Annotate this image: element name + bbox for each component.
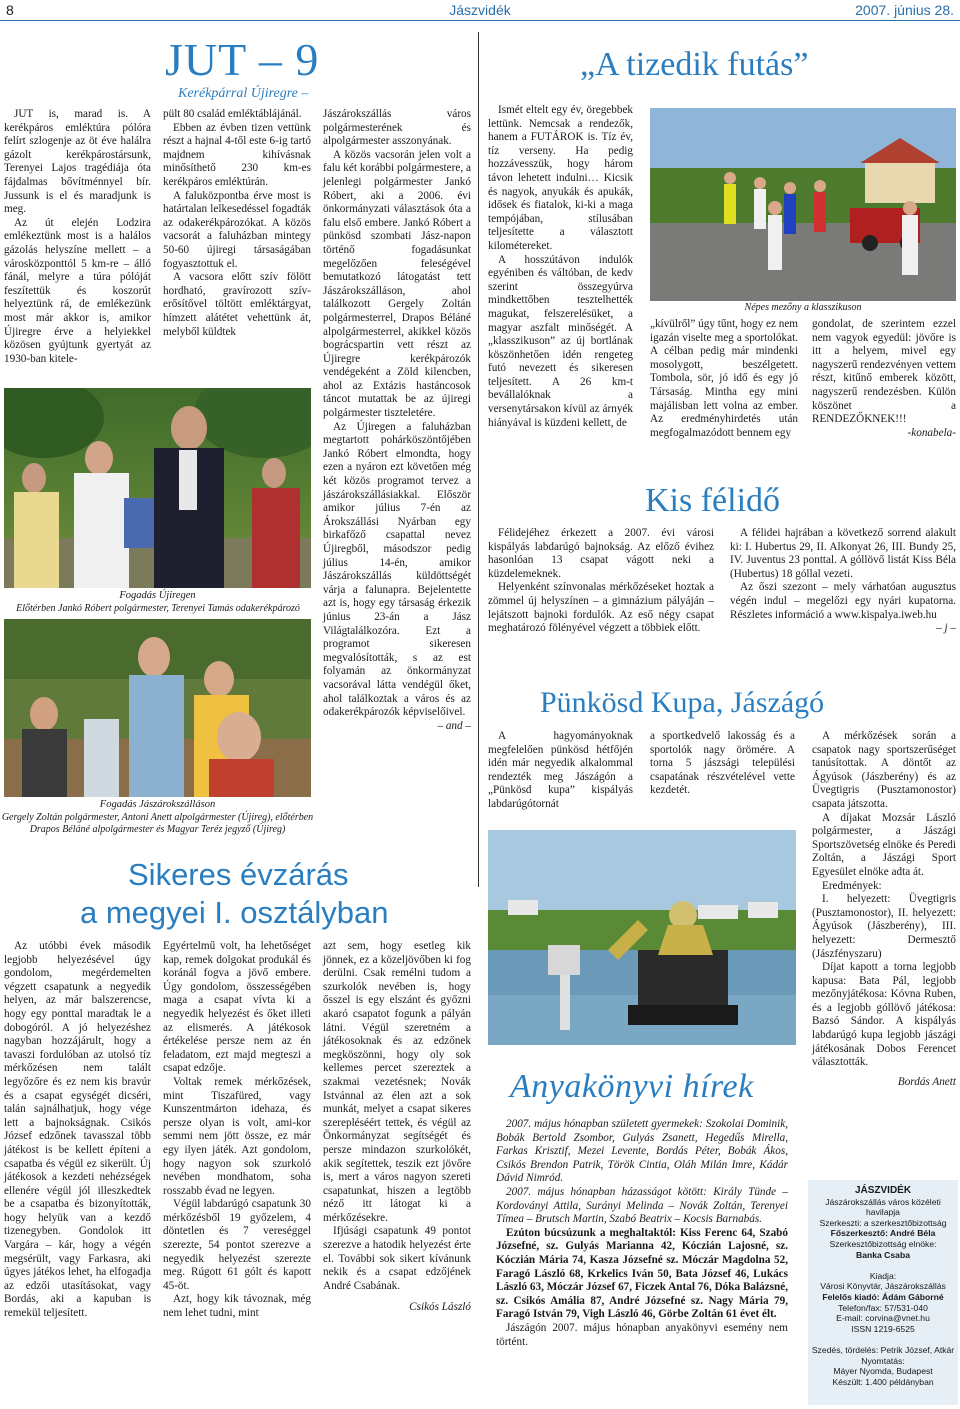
- tizedik-p2: A hosszútávon indulók egyéniben és váltóban, de kedv szerint összegyúrva mindkettőben tesztelhették magukat, felszerelésüket, a magyar aszfalt minőségét. A „klasszikuson” az új bortlának köszönhetően idén rengeteg futó nevezett és sikeresen teljesített. A 26 km-t bevállalóknak a versenytársakon kívül az árnyék hiányával is küzdeni kellett, de: [488, 253, 633, 429]
- kisfelido-col2: [730, 527, 956, 636]
- anyakonyv-marriages: 2007. május hónapban házasságot kötött: Király Tünde – Kordoványi Attila, Surányi Melinda – Novák Zoltán, Terenyei Tímea – Brutsch Martin, Szabó Beatrix – Kocsis Barnabás.: [496, 1185, 788, 1226]
- tizedik-p4: gondolat, de szerintem ezzel nem vagyok egyedül: jövőre is itt a helyem, mivel egy nagyszerű rendezvényen vettem részt, kitűnő emberek között, nagyszerű rendezésben. Külön köszönet a RENDEZŐKNEK!!!: [812, 318, 956, 426]
- jut9-col1-p2: Az út elején Lodzira emlékeztünk most is a halálos gázolás helyszíne mellett – a városközponttól 5 km-re – álló fánál, melyre a túra pólóját feszítettük és koszorút helyeztünk rá, de emlékezünk most már akkor is, amikor Újiregre érve a helyiekkel közösen gyújtunk gyertyát az 1930-ban kitele-: [4, 216, 151, 365]
- photo2-caption-title: Fogadás Jászárokszálláson: [99, 799, 216, 810]
- jut9-col3-p2: A közös vacsorán jelen volt a falu két korábbi polgármestere, a jelenlegi polgármester Jankó Róbert, aki a 2006. évi önkormányzati választások óta a falu első embere. Jankó Róbert a pünkösd szombati Jász-napon történő fogadásunkat megelőzően feleségével bemutatkozó látogatást tett Jászárokszálláson, ahol találkozott Gergely Zoltán polgármesterrel, Drapos Béláné alpolgármesterrel, akikkel közös bográcspartin vett részt az Újiregre kerékpározók vendégeként a Zöld kilencben, ahol az Extázis hastáncosok táncot mutattak be az újiregi polgármester tiszteletére.: [323, 148, 471, 420]
- jut9-col3-p3: Az Újiregen a faluházban megtartott pohárköszöntőjében Jankó Róbert elmondta, hogy ezen a nyáron ezt követően még két közös programot tervez a jászárokszállásiakkal. Először amikor július 7-én az Árokszállási Nyárban egy birkafőző csapattal nevez Újiregből, másodszor pedig július 14-én, amikor Jászárokszállás küldöttségét várja a falunapra. Bejelentette azt is, hogy egy társaság érkezik június 23-án a Jász Világtalálkozóra. Ezt a programot sikeresen megvalósították, s az est folyamán az önkormányzat vacsorával látta vendégül őket, ahol találkoztak a város és az odakerékpározók képviselőivel.: [323, 420, 471, 719]
- impressum-line: [808, 1260, 958, 1271]
- sikeres-col2-p4: Azt, hogy kik távoznak, még nem lehet tudni, mint: [163, 1293, 311, 1320]
- jut9-col2-p1: pült 80 család emléktáblájánál.: [163, 108, 302, 120]
- tizedik-signature: -konabela-: [907, 426, 956, 439]
- kisfelido-p4: Az őszi szezont – mely várhatóan augusztus végén indul – megelőzi egy nyári kupatorna. Részletes információ a www.kispalya.iweb.hu: [730, 581, 956, 621]
- impressum-line: Szerkesztőbizottság elnöke:: [829, 1238, 937, 1249]
- sikeres-col3-p1: azt sem, hogy esetleg kik jönnek, ez a közeljövőben ki fog derülni. Csak remélni tudom a szurkolók nevében is, hogy ősszel is egy elszánt és győzni akaró csapatot fogunk a pályán látni. Végül szeretném a játékosoknak és az edzőnek megköszönni, hogy oly sok kellemes percet szereztek a szakmai vezetésnek; Novák Istvánnal az élen azt a sok munkát, melyet a csapat sikeres szerepléséért tettek, és végül az Önkormányzat segítségét és persze mindazon szurkolókét, akik segítettek, teszik ezt jövőre is, mert a város nagyon szereti csapatunkat, hiszen a legtöbb néző itt látogat ki a mérkőzésekre.: [323, 940, 471, 1224]
- impressum-line: ISSN 1219-6525: [851, 1323, 915, 1334]
- anyakonyv-title: Anyakönyvi hírek: [510, 1068, 754, 1105]
- jut9-col3: [323, 108, 471, 733]
- header-rule: [0, 20, 960, 21]
- punkosd-p1: A hagyományoknak megfelelően pünkösd hétfőjén idén már negyedik alkalommal rendezték meg Jászágón a „Pünkösd kupa” kispályás labdarúgótornát: [488, 730, 633, 810]
- jut9-col2-p2: Ebben az évben tizen vettünk részt a hajnal 4-től este 6-ig tartó majdnem kihívásnak minősíthető 230 km-es kerékpáros emléktúrán.: [163, 121, 311, 188]
- impressum-line: Szerkeszti: a szerkesztőbizottság: [819, 1217, 947, 1228]
- punkosd-title: Pünkösd Kupa, Jászágó: [540, 686, 825, 719]
- impressum-line: [808, 1334, 958, 1345]
- impressum-line: Telefon/fax: 57/531-040: [838, 1302, 928, 1313]
- impressum-line: Banka Csaba: [856, 1249, 910, 1260]
- impressum-line: Máyer Nyomda, Budapest: [833, 1366, 933, 1377]
- sikeres-title-line2: a megyei I. osztályban: [80, 895, 389, 930]
- punkosd-col2: [650, 730, 795, 798]
- punkosd-signature: Bordás Anett: [897, 1075, 956, 1088]
- page-number: 8: [6, 2, 14, 18]
- jut9-signature: – and –: [437, 719, 471, 732]
- impressum-line: Felelős kiadó: Ádám Gáborné: [822, 1291, 944, 1302]
- issue-date: 2007. június 28.: [855, 2, 954, 18]
- sikeres-col2-p3: Végül labdarúgó csapatunk 30 mérkőzésből 19 győzelem, 4 döntetlen és 7 vereséggel szerezte, 54 pontot szerezve a negyedik helyezést szerezte meg. Rúgott 61 gólt és kapott 45-öt.: [163, 1198, 311, 1292]
- jut9-title: JUT – 9: [165, 34, 320, 85]
- photo-reception-ujireg: [4, 388, 311, 588]
- sikeres-signature: Csikós László: [409, 1301, 471, 1314]
- impressum-line: Főszerkesztő: André Béla: [830, 1228, 936, 1239]
- punkosd-col1: [488, 730, 633, 812]
- impressum-line: Kiadja:: [869, 1270, 897, 1281]
- tizedik-col1: [488, 104, 633, 430]
- anyakonyv-body: [496, 1118, 788, 1349]
- punkosd-p3: A mérkőzések során a csapatok nagy sportszerűséget tanúsítottak. A döntőt az Ágyúsok (Jászberény) és az Üvegtigris (Pusztamonostor) csapata játszotta.: [812, 730, 956, 810]
- punkosd-p5: Eredmények:: [822, 879, 882, 892]
- punkosd-p2: a sportkedvelő lakosság és a sportolók nagy örömére. A torna 5 jászsági települési csapatának részvételével vette kezdetét.: [650, 730, 795, 797]
- punkosd-p7: Díjat kapott a torna legjobb kapusa: Bata Pál, legjobb mezőnyjátékosa: Kóvna Ruben, és a legjobb góllövő játékosa: Bazsó Sándor. A kispályás labdarúgó kupa legjobb jászági játékosának Dobos Ferencet választották.: [812, 961, 956, 1069]
- sikeres-col1-p1: Az utóbbi évek második legjobb helyezésével úgy gondolom, megérdemelten végzett csapatunk a negyedik helyen, az már balszerencse, hogy egy ponttal maradtak le a dobogóról. A jó helyezéshez nagyban hozzájárult, hogy a tavaszi fordulóban az utolsó tíz mérkőzésen nem talált legyőzőre és ez nem kis bravúr és a csapat egységét dicséri, talán sajnálhatjuk, hogy vége lett a bajnokságnak. Csikós József edzőnek tavasszal több játékost is be kellett építeni a csapatba és végül ez sikerült. Új játékosok a kezdeti nehézségek ellenére végül jól illeszkedtek be a csapatba és bizonyították, hogy helyük van a kezdő tizenegyben. Gondolok itt Vargára – kár, hogy a végén megsérült, vagy Farkasra, aki úgyes játékos lehet, ha elfogadja az edzői utasításokat, vagy Bordás, aki a kapuban is remekül teljesített.: [4, 940, 151, 1320]
- impressum-lines: [808, 1197, 958, 1388]
- anyakonyv-births: 2007. május hónapban született gyermekek: Szokolai Dominik, Bobák Bertold Zsombor, Gulyás Zsanett, Hegedűs Mirella, Farkas Krisztif, Mezei Levente, Bordás Péter, Bobák Ákos, Csikós Brendon Patrik, Török Cintia, Oláh Milán Imre, Kádár Dávid Nimród.: [496, 1118, 788, 1185]
- impressum-title: JÁSZVIDÉK: [854, 1185, 912, 1196]
- publication-name: Jászvidék: [449, 2, 511, 18]
- photo-trophy: [488, 830, 796, 1045]
- impressum-box: [808, 1180, 958, 1405]
- punkosd-p4: A díjakat Mozsár László polgármester, a Jászági Sportszövetség elnöke és Peredi Zoltán, a Jászági Sport Egyesület elnöke adta át.: [812, 811, 956, 878]
- impressum-line: havilapja: [866, 1207, 900, 1218]
- punkosd-p6: I. helyezett: Üvegtigris (Pusztamonostor), II. helyezett: Ágyúsok (Jászberény), III. helyezett: Dermesztő (Jászfényszaru): [812, 893, 956, 960]
- jut9-subtitle: Kerékpárral Újiregre –: [178, 86, 309, 101]
- impressum-line: E-mail: corvina@vnet.hu: [836, 1313, 930, 1324]
- column-divider: [478, 32, 479, 887]
- sikeres-col2: [163, 940, 311, 1321]
- sikeres-col2-p2: Voltak remek mérkőzések, mint Tiszafüred, vagy Kunszentmárton idehaza, és persze olyan is volt, ami-kor semmi nem jött össze, ez már egy ilyen játék. Azt gondolom, hogy nagyon sok szurkoló nevében mondhatom, soha rosszabb évad ne legyen.: [163, 1075, 311, 1197]
- tizedik-photo-caption: Népes mezőny a klasszikuson: [744, 302, 862, 313]
- sikeres-col3-p2: Ifjúsági csapatunk 49 pontot szerezve a hatodik helyezést érte el. További sok sikert kívánunk nekik és a csapat edzőjének André Csabának.: [323, 1225, 471, 1292]
- sikeres-col2-p1: Egyértelmű volt, ha lehetőséget kap, remek dolgokat produkál és koránál fogva a jövő embere. Úgy gondolom, összességében maga a csapat vívta ki a negyedik helyezést és őket illeti az elismerés. A játékosok értékelése persze nem az én feladatom, ezt majd megteszi a csapat edzője.: [163, 940, 311, 1075]
- kisfelido-col1: [488, 527, 714, 636]
- tizedik-p1: Ismét eltelt egy év, öregebbek lettünk. Nemcsak a rendezők, hanem a FUTÁROK is. Tíz év, tíz verseny. Ha pedig hozzávesszük, hogy három távon lehetett indulni… Kicsik és nagyok, anyukák és apukák, idősek és fiatalok, ki-ki a maga tempójában, stílusában teljesítette a választott kilométereket.: [488, 104, 633, 252]
- photo1-caption-title: Fogadás Újiregen: [119, 590, 196, 601]
- jut9-col2-p3: A faluközpontba érve most is határtalan lelkesedéssel fogadták az odakerékpározókat. A közös vacsorát a faluházban mintegy 50-60 újiregi társaságában fogyasztottuk el.: [163, 189, 311, 270]
- anyakonyv-deaths: Ezúton búcsúzunk a meghaltaktól: Kiss Ferenc 64, Szabó Józsefné, sz. Gulyás Marianna 42, Kóczián Lajosné, sz. Kóczián Mária 74, Kasza Józsefné sz. Móczár Magdolna 52, Faragó László 68, Krkelics Iván 50, Bata József 46, Lukács László 63, Móczár József 67, Ficzek Antal 76, Dóka Balázsné, sz. Csikós Amália 87, André Józsefné sz. Nagy Mária 79, Faragó István 79, Vigh László 46, Görbe Zoltán 61 évet élt.: [496, 1226, 788, 1321]
- tizedik-col2: [650, 318, 798, 440]
- photo2-caption: Gergely Zoltán polgármester, Antoni Anett alpolgármester (Újireg), előtérben Drapos Béláné alpolgármester és Magyar Teréz jegyző (Újireg): [1, 812, 314, 835]
- sikeres-col1: [4, 940, 151, 1321]
- jut9-col2: [163, 108, 311, 339]
- tizedik-title: „A tizedik futás”: [580, 46, 809, 83]
- photo-runners: [650, 108, 956, 301]
- kisfelido-p1: Félidejéhez érkezett a 2007. évi városi kispályás labdarúgó bajnokság. Az előző évihez hasonlóan 13 csapat vágott neki a küzdelemeknek.: [488, 527, 714, 580]
- photo-reception-jaszarokszallas: [4, 619, 311, 797]
- anyakonyv-jaszago: Jászágón 2007. május hónapban anyakönyvi esemény nem történt.: [496, 1321, 788, 1348]
- page-header: [0, 0, 960, 22]
- tizedik-col3: [812, 318, 956, 440]
- punkosd-col3: [812, 730, 956, 1089]
- sikeres-col3: [323, 940, 471, 1315]
- kisfelido-p3: A félidei hajrában a következő sorrend alakult ki: I. Hubertus 29, II. Alkonyat 26, III. Bundy 25, IV. Juventus 23 ponttal. A góllövő listát Kiss Béla (Hubertus) 18 góllal vezeti.: [730, 527, 956, 580]
- sikeres-title-line1: Sikeres évzárás: [128, 857, 349, 892]
- kisfelido-p2: Helyenként színvonalas mérkőzéseket hoztak a zömmel új helyszínen – a gimnázium pályáján – lejátszott bajnoki fordulók. Az eső négy csapat meghatározó fölényével végzett a többiek előtt.: [488, 581, 714, 635]
- impressum-line: Készült: 1.400 példányban: [832, 1376, 934, 1387]
- jut9-col2-p4: A vacsora előtt szív fölött hordható, gravírozott szív-erősítővel töltött emléktárgyat, hímzett alátétet vehettünk át, melyből küldtek: [163, 271, 311, 338]
- impressum-line: Városi Könyvtár, Jászárokszállás: [820, 1281, 946, 1292]
- photo1-caption: Előtérben Jankó Róbert polgármester, Terenyei Tamás odakerékpározó: [16, 603, 300, 614]
- impressum-line: Jászárokszállás város közéleti: [825, 1196, 941, 1207]
- impressum-line: Nyomtatás:: [861, 1355, 905, 1366]
- tizedik-p3: „kívülről” úgy tűnt, hogy ez nem igazán viselte meg a sportolókat. A célban pedig már mindenki mosolygott, beszélgetett. Tombola, sör, jó idő és egy jó Társaság. Mintha egy mini majálisban lett volna az ember. Az eredményhirdetés után megfogalmazódott bennem egy: [650, 318, 798, 439]
- kisfelido-title: Kis félidő: [645, 482, 781, 519]
- kisfelido-signature: – j –: [936, 622, 956, 635]
- jut9-col1: [4, 108, 151, 366]
- jut9-col1-p1: JUT is, marad is. A kerékpáros emléktúra pólóra felírt szlogenje az öt éve halálra gázolt kerékpárostársunk, Terenyei Lajos tragédiája óta fájdalmas bővítménnyel bír. Jussunk is el és maradjunk is meg.: [4, 108, 151, 216]
- impressum-line: Szedés, tördelés: Petrik József, Atkár: [811, 1344, 955, 1355]
- jut9-col3-p1: Jászárokszállás város polgármesterének és alpolgármester asszonyának.: [323, 108, 471, 148]
